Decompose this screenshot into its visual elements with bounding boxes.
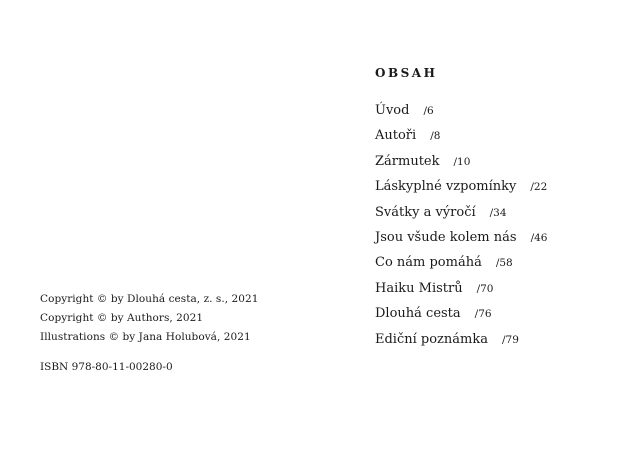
- toc-item-title: Dlouhá cesta: [375, 306, 461, 322]
- toc-item-page: /76: [474, 308, 492, 321]
- toc-heading: OBSAH: [375, 66, 438, 80]
- toc-item[interactable]: [375, 332, 547, 357]
- copyright-publisher: Copyright © by Dlouhá cesta, z. s., 2021: [40, 293, 259, 305]
- copyright-block: [40, 290, 258, 347]
- toc-item-page: /79: [502, 333, 519, 346]
- toc-item-title: Zármutek: [375, 153, 440, 169]
- copyright-authors: Copyright © by Authors, 2021: [40, 312, 204, 324]
- toc-item-page: /58: [495, 257, 513, 270]
- toc-item-page: /10: [453, 155, 471, 168]
- toc-item[interactable]: [375, 128, 547, 153]
- toc-list: [375, 103, 547, 357]
- toc-item[interactable]: [375, 255, 547, 280]
- toc-item[interactable]: [375, 306, 547, 331]
- toc-item-title: Jsou všude kolem nás: [375, 229, 517, 245]
- toc-item-title: Ediční poznámka: [375, 331, 488, 347]
- toc-item-title: Úvod: [375, 103, 410, 118]
- toc-item[interactable]: [375, 103, 547, 128]
- toc-item-page: /70: [476, 282, 494, 295]
- copyright-illustrations: Illustrations © by Jana Holubová, 2021: [40, 331, 251, 343]
- toc-item-page: /22: [530, 181, 548, 194]
- toc-item-title: Haiku Mistrů: [375, 280, 463, 296]
- toc-item[interactable]: [375, 230, 547, 255]
- right-page: [320, 0, 640, 451]
- toc-item-page: /6: [423, 105, 434, 117]
- toc-item[interactable]: [375, 281, 547, 306]
- toc-item-page: /34: [489, 206, 507, 219]
- toc-item[interactable]: [375, 205, 547, 230]
- toc-item-page: /8: [430, 130, 441, 143]
- toc-item-title: Autoři: [375, 128, 417, 144]
- toc-item-page: /46: [530, 231, 548, 244]
- toc-item[interactable]: [375, 179, 547, 204]
- isbn: ISBN 978-80-11-00280-0: [40, 361, 173, 373]
- toc-item-title: Svátky a výročí: [375, 204, 476, 220]
- toc-item-title: Láskyplné vzpomínky: [375, 179, 517, 195]
- toc-item-title: Co nám pomáhá: [375, 255, 482, 271]
- toc-item[interactable]: [375, 154, 547, 179]
